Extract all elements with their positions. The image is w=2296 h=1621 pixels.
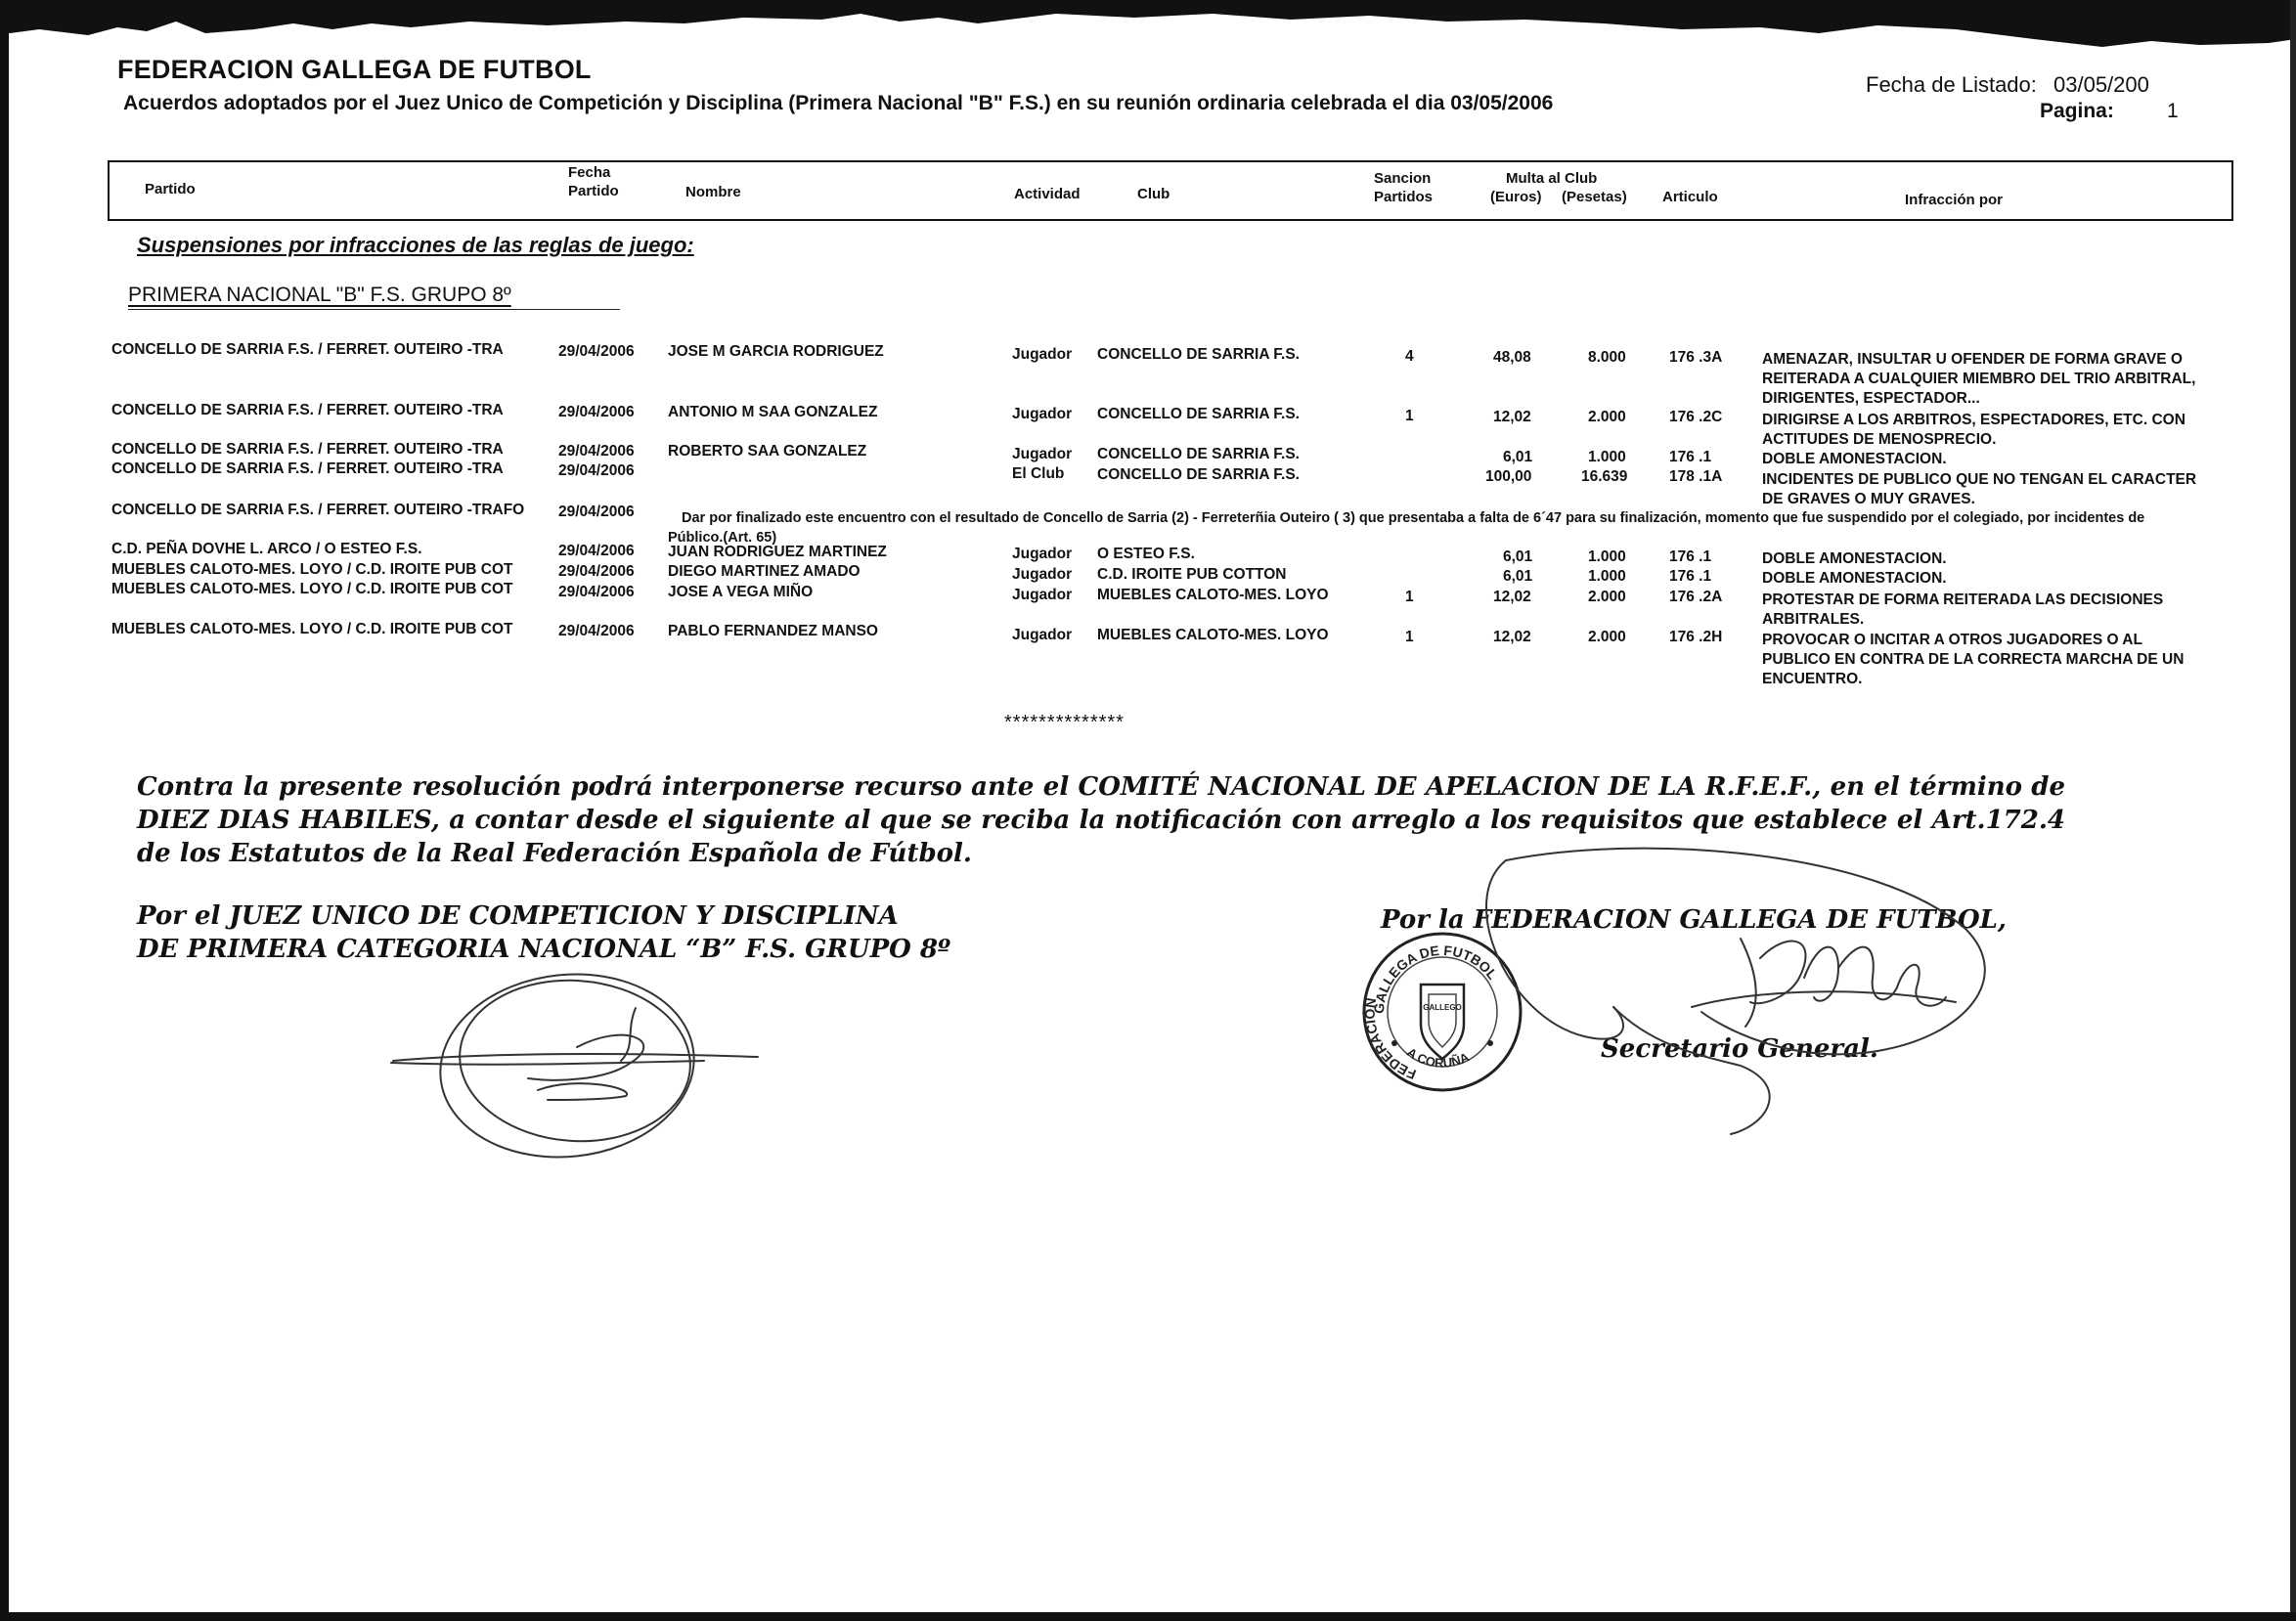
- row-5-club: O ESTEO F.S.: [1097, 546, 1195, 562]
- row-3-pesetas: 16.639: [1581, 468, 1628, 485]
- row-7-club: MUEBLES CALOTO-MES. LOYO: [1097, 587, 1329, 603]
- col-header-nombre: Nombre: [685, 184, 741, 200]
- row-4-note: Dar por finalizado este encuentro con el resultado de Concello de Sarria (2) - Ferreterñia Outeiro ( 3) que presentaba a falta de 6´47 para su finalización, momento que fue suspendido por el colegiado, por incidentes de Público.(Art. 65): [668, 510, 2145, 546]
- row-6-infraccion: DOBLE AMONESTACION.: [1762, 570, 1947, 587]
- row-5-actividad: Jugador: [1012, 546, 1073, 562]
- appeal-notice: Contra la presente resolución podrá interponerse recurso ante el COMITÉ NACIONAL DE APELACION DE LA R.F.E.F., en el término de DIEZ DIAS HABILES, a contar desde el siguiente al que se reciba la notificación con arreglo a los requisitos que establece el Art.172.4 de los Estatutos de la Real Federación Española de Fútbol.: [137, 772, 2065, 868]
- row-6-pesetas: 1.000: [1588, 568, 1626, 585]
- row-1-nombre: ANTONIO M SAA GONZALEZ: [668, 404, 878, 420]
- row-1-fecha: 29/04/2006: [558, 404, 635, 420]
- row-7-pesetas: 2.000: [1588, 589, 1626, 605]
- row-8-pesetas: 2.000: [1588, 629, 1626, 645]
- stamp-shield-text: GALLEGO: [1423, 1003, 1462, 1012]
- col-header-fecha: Fecha: [568, 164, 611, 181]
- row-8-nombre: PABLO FERNANDEZ MANSO: [668, 623, 878, 639]
- col-header-club: Club: [1137, 186, 1170, 202]
- col-header-articulo: Articulo: [1662, 189, 1718, 205]
- row-3-infraccion: INCIDENTES DE PUBLICO QUE NO TENGAN EL CARACTER DE GRAVES O MUY GRAVES.: [1762, 471, 2197, 507]
- row-8-club: MUEBLES CALOTO-MES. LOYO: [1097, 627, 1329, 643]
- row-2-infraccion: DOBLE AMONESTACION.: [1762, 451, 1947, 467]
- row-1-club: CONCELLO DE SARRIA F.S.: [1097, 406, 1300, 422]
- row-6-actividad: Jugador: [1012, 566, 1073, 583]
- row-6-articulo: 176 .1: [1669, 568, 1712, 585]
- group-title-underline: [128, 309, 620, 310]
- row-2-articulo: 176 .1: [1669, 449, 1712, 465]
- page-number: 1: [2167, 100, 2179, 122]
- row-5-euros: 6,01: [1503, 548, 1533, 565]
- col-header-sancion: Sancion: [1374, 170, 1432, 187]
- scan-border-right: [2290, 0, 2296, 1621]
- row-3-club: CONCELLO DE SARRIA F.S.: [1097, 466, 1300, 483]
- row-2-club: CONCELLO DE SARRIA F.S.: [1097, 446, 1300, 462]
- row-1-partido: CONCELLO DE SARRIA F.S. / FERRET. OUTEIRO -TRA: [111, 402, 504, 418]
- row-2-fecha: 29/04/2006: [558, 443, 635, 460]
- row-2-actividad: Jugador: [1012, 446, 1073, 462]
- row-3-partido: CONCELLO DE SARRIA F.S. / FERRET. OUTEIRO -TRA: [111, 460, 504, 477]
- row-0-club: CONCELLO DE SARRIA F.S.: [1097, 346, 1300, 363]
- row-1-infraccion: DIRIGIRSE A LOS ARBITROS, ESPECTADORES, ETC. CON ACTITUDES DE MENOSPRECIO.: [1762, 412, 2186, 448]
- row-0-nombre: JOSE M GARCIA RODRIGUEZ: [668, 343, 884, 360]
- group-title: PRIMERA NACIONAL "B" F.S. GRUPO 8º: [128, 284, 511, 306]
- row-5-fecha: 29/04/2006: [558, 543, 635, 559]
- row-6-euros: 6,01: [1503, 568, 1533, 585]
- federation-signature-line: Por la FEDERACION GALLEGA DE FUTBOL,: [1381, 905, 2007, 935]
- row-8-fecha: 29/04/2006: [558, 623, 635, 639]
- stamp-top-text: GALLEGA DE FUTBOL: [1370, 942, 1501, 1015]
- row-2-pesetas: 1.000: [1588, 449, 1626, 465]
- listing-date-label: Fecha de Listado:: [1866, 72, 2037, 97]
- secretary-title: Secretario General.: [1601, 1034, 1878, 1064]
- row-5-infraccion: DOBLE AMONESTACION.: [1762, 550, 1947, 567]
- row-1-actividad: Jugador: [1012, 406, 1073, 422]
- stamp-left-text: FEDERACIÓN: [1361, 996, 1419, 1083]
- federation-title: FEDERACION GALLEGA DE FUTBOL: [117, 55, 592, 84]
- judge-handwritten-signature: [381, 953, 773, 1178]
- row-1-euros: 12,02: [1493, 409, 1531, 425]
- row-7-sancion: 1: [1405, 589, 1414, 605]
- col-header-actividad: Actividad: [1014, 186, 1081, 202]
- document-subtitle: Acuerdos adoptados por el Juez Unico de Competición y Disciplina (Primera Nacional "B" F.S.) en su reunión ordinaria celebrada el dia 03/05/2006: [123, 92, 1554, 114]
- row-4-partido: CONCELLO DE SARRIA F.S. / FERRET. OUTEIRO -TRAFO: [111, 502, 525, 518]
- row-7-partido: MUEBLES CALOTO-MES. LOYO / C.D. IROITE PUB COT: [111, 581, 513, 597]
- row-6-fecha: 29/04/2006: [558, 563, 635, 580]
- row-8-partido: MUEBLES CALOTO-MES. LOYO / C.D. IROITE PUB COT: [111, 621, 513, 637]
- row-6-partido: MUEBLES CALOTO-MES. LOYO / C.D. IROITE PUB COT: [111, 561, 513, 578]
- row-8-actividad: Jugador: [1012, 627, 1073, 643]
- row-6-nombre: DIEGO MARTINEZ AMADO: [668, 563, 861, 580]
- row-0-euros: 48,08: [1493, 349, 1531, 366]
- row-5-pesetas: 1.000: [1588, 548, 1626, 565]
- listing-date-value: 03/05/200: [2053, 72, 2149, 97]
- col-header-multa: Multa al Club: [1506, 170, 1598, 187]
- row-2-partido: CONCELLO DE SARRIA F.S. / FERRET. OUTEIRO -TRA: [111, 441, 504, 458]
- row-3-actividad: El Club: [1012, 465, 1065, 482]
- secretary-handwritten-signature: [1467, 841, 2014, 1163]
- row-7-euros: 12,02: [1493, 589, 1531, 605]
- row-2-nombre: ROBERTO SAA GONZALEZ: [668, 443, 867, 460]
- row-8-articulo: 176 .2H: [1669, 629, 1723, 645]
- scan-border-left: [0, 0, 9, 1621]
- row-3-articulo: 178 .1A: [1669, 468, 1723, 485]
- separator-stars: **************: [1004, 712, 1125, 733]
- row-0-sancion: 4: [1405, 348, 1414, 365]
- row-7-actividad: Jugador: [1012, 587, 1073, 603]
- scan-border-bottom: [0, 1612, 2296, 1621]
- row-1-pesetas: 2.000: [1588, 409, 1626, 425]
- row-1-sancion: 1: [1405, 408, 1414, 424]
- torn-paper-edge: [0, 0, 2296, 59]
- col-header-pesetas: (Pesetas): [1562, 189, 1627, 205]
- col-header-partido: Partido: [145, 181, 196, 197]
- row-7-nombre: JOSE A VEGA MIÑO: [668, 584, 814, 600]
- row-1-articulo: 176 .2C: [1669, 409, 1723, 425]
- row-5-partido: C.D. PEÑA DOVHE L. ARCO / O ESTEO F.S.: [111, 541, 422, 557]
- row-0-infraccion: AMENAZAR, INSULTAR U OFENDER DE FORMA GRAVE O REITERADA A CUALQUIER MIEMBRO DEL TRIO ARBITRAL, DIRIGENTES, ESPECTADOR...: [1762, 351, 2196, 407]
- row-5-articulo: 176 .1: [1669, 548, 1712, 565]
- row-8-sancion: 1: [1405, 629, 1414, 645]
- row-2-euros: 6,01: [1503, 449, 1533, 465]
- row-7-infraccion: PROTESTAR DE FORMA REITERADA LAS DECISIONES ARBITRALES.: [1762, 591, 2164, 628]
- row-3-fecha: 29/04/2006: [558, 462, 635, 479]
- stamp-bottom-text: A CORUÑA: [1403, 1044, 1472, 1071]
- row-0-articulo: 176 .3A: [1669, 349, 1723, 366]
- row-0-partido: CONCELLO DE SARRIA F.S. / FERRET. OUTEIRO -TRA: [111, 341, 504, 358]
- row-0-actividad: Jugador: [1012, 346, 1073, 363]
- row-5-nombre: JUAN RODRIGUEZ MARTINEZ: [668, 544, 887, 560]
- row-8-infraccion: PROVOCAR O INCITAR A OTROS JUGADORES O AL PUBLICO EN CONTRA DE LA CORRECTA MARCHA DE UN ENCUENTRO.: [1762, 632, 2185, 687]
- row-3-euros: 100,00: [1485, 468, 1532, 485]
- page-label: Pagina:: [2040, 100, 2114, 122]
- col-header-infraccion: Infracción por: [1905, 192, 2004, 208]
- judge-line-2: DE PRIMERA CATEGORIA NACIONAL “B” F.S. GRUPO 8º: [137, 935, 950, 964]
- row-0-fecha: 29/04/2006: [558, 343, 635, 360]
- row-8-euros: 12,02: [1493, 629, 1531, 645]
- row-4-fecha: 29/04/2006: [558, 504, 635, 520]
- row-7-fecha: 29/04/2006: [558, 584, 635, 600]
- judge-line-1: Por el JUEZ UNICO DE COMPETICION Y DISCIPLINA: [137, 901, 899, 931]
- col-header-fecha-partido: Partido: [568, 183, 619, 199]
- section-title: Suspensiones por infracciones de las reglas de juego:: [137, 233, 694, 257]
- col-header-partidos: Partidos: [1374, 189, 1434, 205]
- row-0-pesetas: 8.000: [1588, 349, 1626, 366]
- row-7-articulo: 176 .2A: [1669, 589, 1723, 605]
- col-header-euros: (Euros): [1490, 189, 1542, 205]
- row-6-club: C.D. IROITE PUB COTTON: [1097, 566, 1287, 583]
